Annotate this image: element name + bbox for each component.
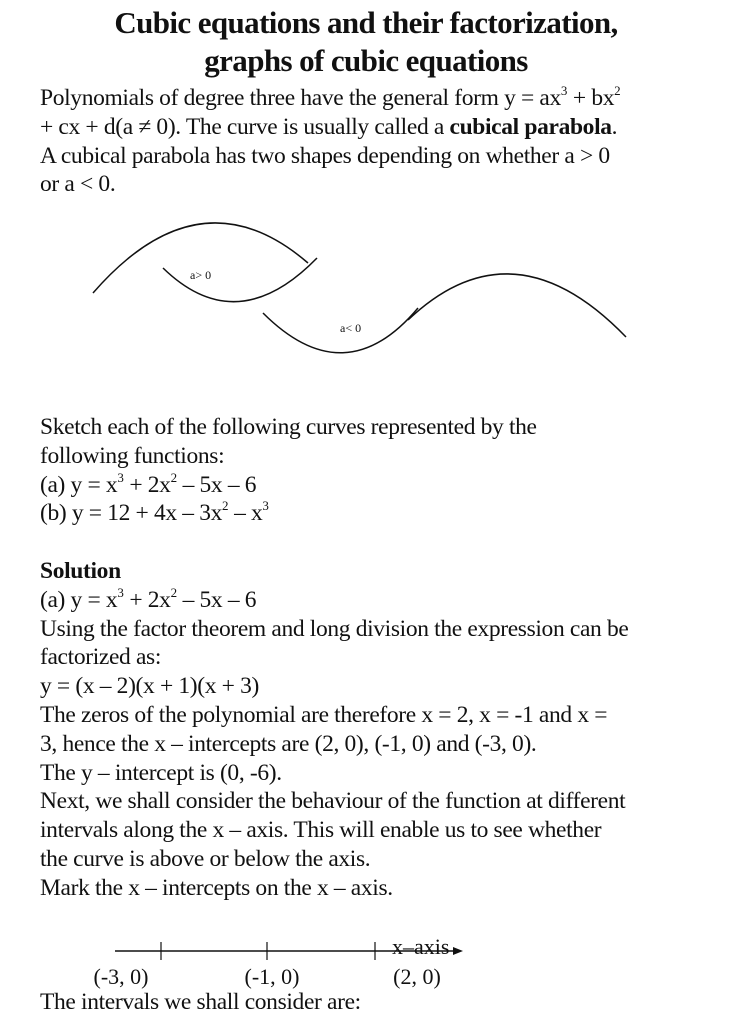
solution-line-yint: The y – intercept is (0, -6). [40, 759, 282, 786]
solution-line-next-2: intervals along the x – axis. This will enable us to see whether [40, 817, 602, 844]
text: + 2x [123, 586, 171, 613]
text: (a) y = x [40, 471, 118, 498]
solution-section [40, 557, 720, 903]
page-title [0, 4, 732, 80]
solution-line-zeros-1: The zeros of the polynomial are therefore x = 2, x = -1 and x = [40, 701, 608, 728]
text: + cx + d(a ≠ 0). The curve is usually called a [40, 113, 450, 140]
title-line-1: Cubic equations and their factorization, [114, 5, 618, 40]
label-a-negative: a< 0 [340, 321, 362, 335]
heading-text: Solution [40, 558, 121, 584]
positive-inner-arc [163, 258, 317, 302]
closing-line: The intervals we shall consider are: [40, 989, 361, 1015]
text: + 2x [123, 471, 171, 498]
text: . [611, 113, 618, 140]
solution-a [40, 586, 720, 615]
solution-line-factorized: factorized as: [40, 644, 162, 671]
text: – 5x – 6 [177, 471, 257, 498]
label-a-positive: a> 0 [190, 268, 212, 282]
intro-line-1 [40, 84, 720, 113]
solution-heading [40, 557, 720, 586]
text: – x [228, 500, 263, 527]
solution-line-mark: Mark the x – intercepts on the x – axis. [40, 874, 393, 901]
exponent: 2 [170, 584, 178, 600]
text: (b) y = 12 + 4x – 3x [40, 500, 223, 527]
exponent: 3 [117, 584, 124, 600]
text: Polynomials of degree three have the general form y = ax [40, 85, 561, 111]
exponent: 3 [117, 469, 124, 485]
exponent: 2 [170, 469, 178, 485]
positive-outer-arc [93, 223, 308, 293]
exercise-b [40, 499, 720, 528]
solution-line-next-3: the curve is above or below the axis. [40, 845, 371, 872]
solution-line-zeros-2: 3, hence the x – intercepts are (2, 0), (-1, 0) and (-3, 0). [40, 730, 537, 757]
exercise-line-1: Sketch each of the following curves represented by the [40, 414, 537, 440]
exercise-line-2: following functions: [40, 442, 225, 469]
intro-line-3: A cubical parabola has two shapes depending on whether a > 0 [40, 142, 610, 169]
intro-line-2 [40, 113, 720, 142]
solution-line-next-1: Next, we shall consider the behaviour of the function at different [40, 788, 626, 815]
tick-label: (-3, 0) [93, 964, 149, 989]
x-axis-arrowhead [453, 947, 463, 955]
title-line-2: graphs of cubic equations [204, 43, 528, 78]
text: (a) y = x [40, 586, 118, 613]
number-line [0, 920, 732, 990]
bold-term: cubical parabola [449, 113, 612, 140]
text: – 5x – 6 [177, 586, 257, 613]
solution-line-using: Using the factor theorem and long division the expression can be [40, 615, 629, 642]
exercise-a [40, 471, 720, 500]
intro-paragraph [40, 84, 720, 199]
exponent: 2 [614, 83, 621, 98]
exponent: 3 [560, 83, 568, 98]
tick-label: (-1, 0) [244, 964, 300, 989]
exponent: 3 [262, 498, 269, 514]
intro-line-4: or a < 0. [40, 171, 116, 198]
solution-line-factored: y = (x – 2)(x + 1)(x + 3) [40, 673, 259, 700]
x-axis-label: x–axis [392, 934, 450, 959]
cubic-shapes-diagram [0, 210, 732, 380]
tick-label: (2, 0) [393, 964, 441, 989]
exponent: 2 [222, 498, 229, 514]
exercise-paragraph [40, 413, 720, 528]
closing-paragraph [40, 988, 720, 1017]
negative-upper-arc [408, 274, 626, 337]
text: + bx [567, 85, 615, 111]
